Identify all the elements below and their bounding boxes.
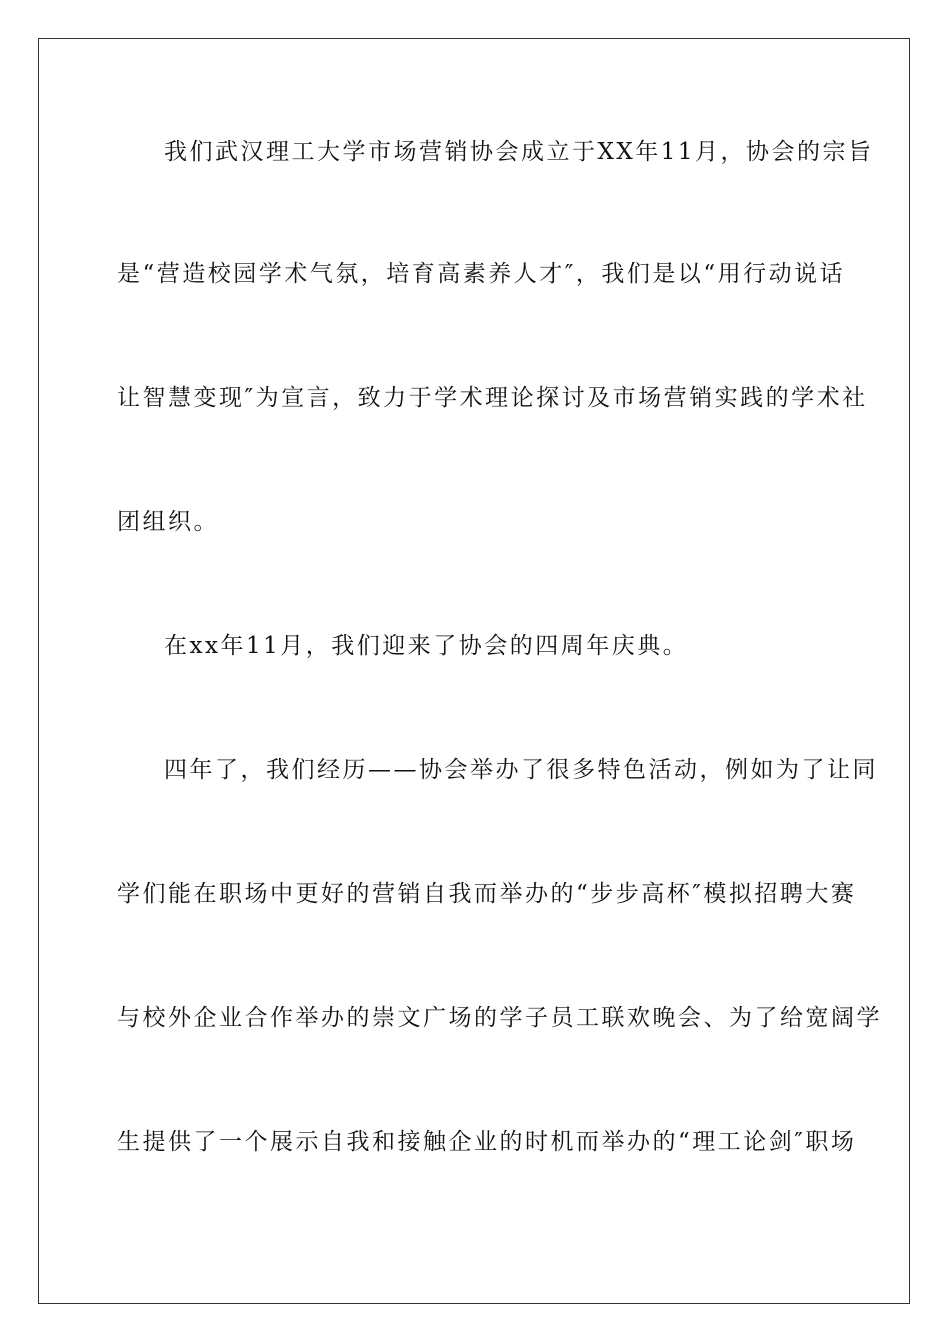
- paragraph-3-line-3: 与校外企业合作举办的崇文广场的学子员工联欢晚会、为了给宽阔学: [117, 1005, 882, 1031]
- paragraph-3-line-1: 四年了，我们经历——协会举办了很多特色活动，例如为了让同: [164, 757, 878, 783]
- paragraph-3-line-2: 学们能在职场中更好的营销自我而举办的“步步高杯″模拟招聘大赛: [117, 881, 857, 907]
- paragraph-1-line-4: 团组织。: [117, 509, 219, 535]
- paragraph-1-line-1: 我们武汉理工大学市场营销协会成立于XX年11月，协会的宗旨: [164, 139, 874, 165]
- paragraph-1-line-2: 是“营造校园学术气氛，培育高素养人才″，我们是以“用行动说话: [117, 261, 846, 287]
- paragraph-2-line-1: 在xx年11月，我们迎来了协会的四周年庆典。: [164, 633, 689, 659]
- paragraph-3-line-4: 生提供了一个展示自我和接触企业的时机而举办的“理工论剑″职场: [117, 1129, 857, 1155]
- paragraph-1-line-3: 让智慧变现″为宣言，致力于学术理论探讨及市场营销实践的学术社: [117, 385, 868, 411]
- page-border: [38, 38, 910, 1304]
